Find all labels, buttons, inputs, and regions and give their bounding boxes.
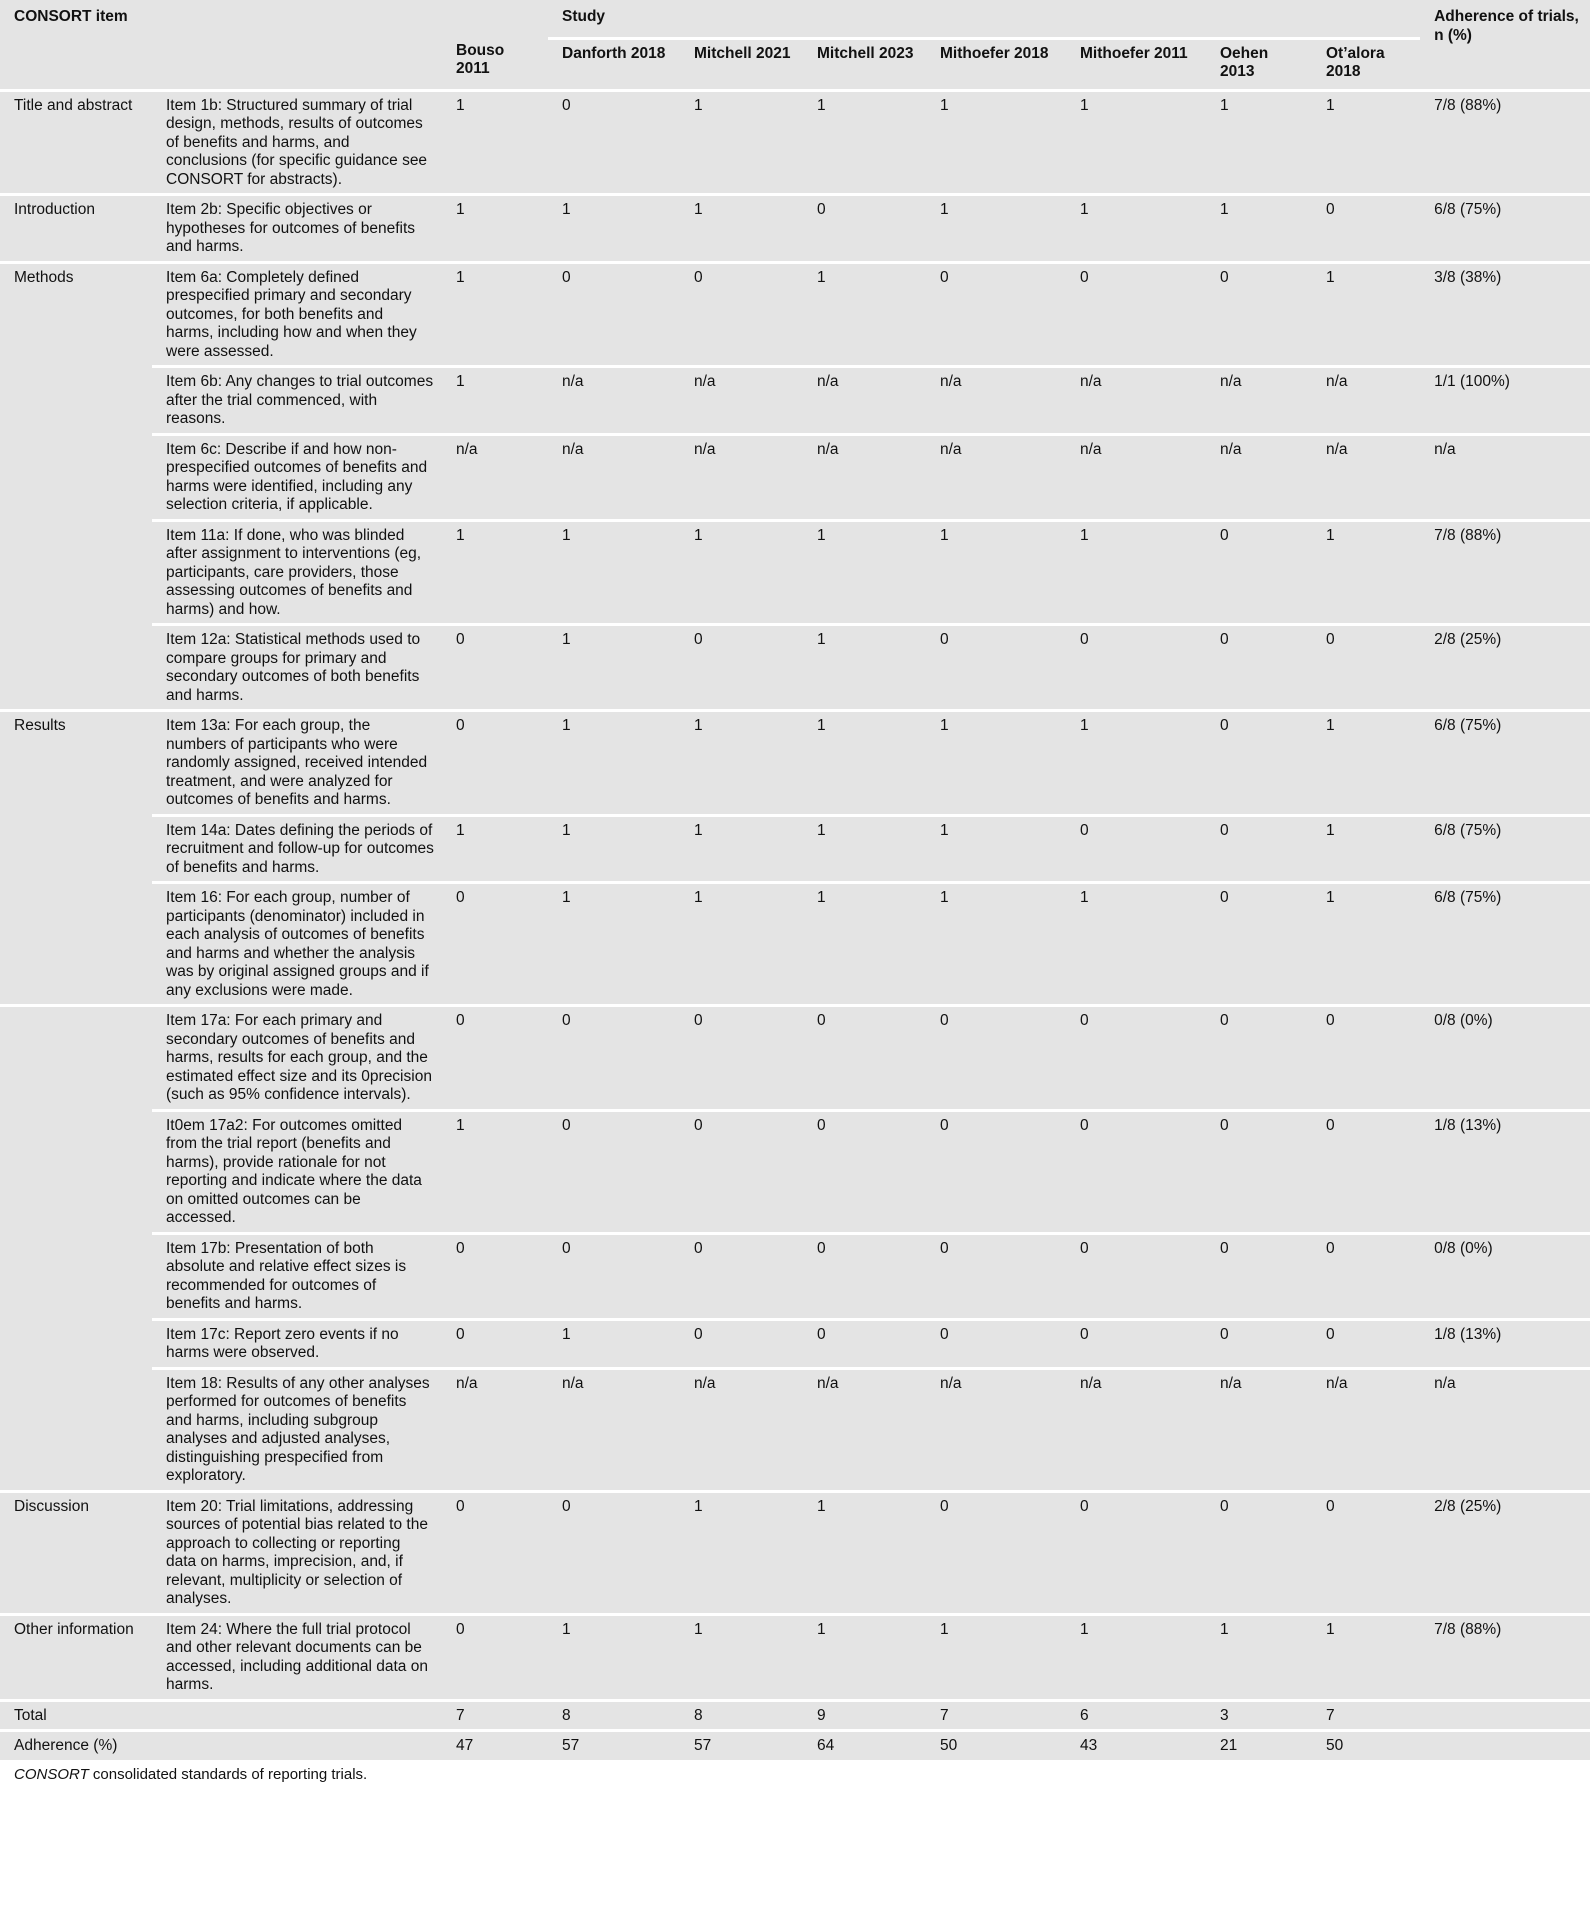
- study-value: 0: [1312, 1004, 1420, 1109]
- study-value: 0: [926, 623, 1066, 709]
- study-value: n/a: [1066, 433, 1206, 519]
- adherence-value: 6/8 (75%): [1420, 709, 1590, 814]
- study-value: 1: [1312, 261, 1420, 366]
- footnote-abbr: CONSORT: [14, 1765, 89, 1783]
- study-value: 1: [926, 814, 1066, 882]
- adherence-pct-row-value: 57: [680, 1729, 803, 1760]
- study-value: 0: [680, 1232, 803, 1318]
- study-value: 1: [1312, 709, 1420, 814]
- header-spacer: [442, 0, 548, 37]
- section-label: Introduction: [0, 193, 152, 261]
- study-value: 0: [1206, 261, 1312, 366]
- study-value: 0: [548, 261, 680, 366]
- study-value: 0: [442, 1613, 548, 1699]
- adherence-value: 1/8 (13%): [1420, 1318, 1590, 1367]
- study-value: 1: [1066, 709, 1206, 814]
- study-value: 1: [442, 1109, 548, 1232]
- study-value: 1: [548, 193, 680, 261]
- study-value: 0: [1206, 1490, 1312, 1613]
- study-value: n/a: [442, 433, 548, 519]
- study-value: 1: [548, 1613, 680, 1699]
- adherence-value: 6/8 (75%): [1420, 881, 1590, 1004]
- item-description: Item 20: Trial limitations, addressing sources of potential bias related to the approach to collecting or reporting data on harms, imprecision, and, if relevant, multiplicity or selection of analyses.: [152, 1490, 442, 1613]
- section-label: [0, 623, 152, 709]
- study-value: n/a: [680, 433, 803, 519]
- study-value: 0: [926, 1490, 1066, 1613]
- section-label: Other information: [0, 1613, 152, 1699]
- section-label: Results: [0, 709, 152, 814]
- study-value: n/a: [1312, 433, 1420, 519]
- study-value: 0: [680, 623, 803, 709]
- study-value: 1: [680, 1613, 803, 1699]
- item-description: Item 17c: Report zero events if no harms were observed.: [152, 1318, 442, 1367]
- study-value: 1: [803, 881, 926, 1004]
- total-row-value: 8: [548, 1699, 680, 1730]
- header-blank: [0, 37, 442, 89]
- study-value: 1: [1206, 1613, 1312, 1699]
- study-value: 0: [803, 193, 926, 261]
- adherence-value: 7/8 (88%): [1420, 89, 1590, 194]
- item-description: Item 14a: Dates defining the periods of recruitment and follow-up for outcomes of benefits and harms.: [152, 814, 442, 882]
- study-value: 0: [1312, 1232, 1420, 1318]
- header-study-1: Danforth 2018: [548, 37, 680, 89]
- adherence-pct-row-value: 64: [803, 1729, 926, 1760]
- item-description: Item 17a: For each primary and secondary outcomes of benefits and harms, results for each group, and the estimated effect size and its 0precision (such as 95% confidence intervals).: [152, 1004, 442, 1109]
- study-value: 1: [442, 261, 548, 366]
- total-row-value: 7: [1312, 1699, 1420, 1730]
- study-value: 0: [803, 1232, 926, 1318]
- table-row: [0, 623, 1590, 709]
- study-value: n/a: [803, 1367, 926, 1490]
- adherence-value: 1/8 (13%): [1420, 1109, 1590, 1232]
- study-value: 0: [442, 1004, 548, 1109]
- study-value: 0: [1206, 1232, 1312, 1318]
- study-value: 1: [926, 709, 1066, 814]
- adherence-pct-row-value: 50: [1312, 1729, 1420, 1760]
- study-value: 0: [1066, 1004, 1206, 1109]
- study-value: 1: [680, 814, 803, 882]
- adherence-value: 7/8 (88%): [1420, 1613, 1590, 1699]
- study-value: 0: [548, 1004, 680, 1109]
- study-value: 1: [926, 519, 1066, 624]
- study-value: 1: [803, 1490, 926, 1613]
- adherence-value: 3/8 (38%): [1420, 261, 1590, 366]
- study-value: 0: [442, 1232, 548, 1318]
- study-value: 1: [1066, 193, 1206, 261]
- study-value: n/a: [680, 365, 803, 433]
- study-value: n/a: [548, 365, 680, 433]
- study-value: 0: [1312, 193, 1420, 261]
- section-label: Title and abstract: [0, 89, 152, 194]
- study-value: 1: [680, 89, 803, 194]
- study-value: 0: [1066, 1232, 1206, 1318]
- header-consort-item: CONSORT item: [0, 0, 442, 37]
- footnote-text: consolidated standards of reporting trials.: [88, 1765, 368, 1783]
- table-footnote: [0, 1760, 1590, 1789]
- study-value: 0: [1206, 1109, 1312, 1232]
- study-value: n/a: [926, 433, 1066, 519]
- study-value: n/a: [442, 1367, 548, 1490]
- study-value: 1: [803, 519, 926, 624]
- adherence-value: n/a: [1420, 1367, 1590, 1490]
- item-description: Item 16: For each group, number of participants (denominator) included in each analysis of outcomes of benefits and harms and whether the analysis was by original assigned groups and if any exclusions were made.: [152, 881, 442, 1004]
- total-row-value: 9: [803, 1699, 926, 1730]
- study-value: 1: [680, 709, 803, 814]
- study-value: 1: [803, 261, 926, 366]
- study-value: n/a: [680, 1367, 803, 1490]
- study-value: 0: [803, 1004, 926, 1109]
- study-value: 1: [1312, 881, 1420, 1004]
- header-study-2: Mitchell 2021: [680, 37, 803, 89]
- header-study-7: Ot’alora 2018: [1312, 37, 1420, 89]
- study-value: 0: [442, 709, 548, 814]
- study-value: 0: [1312, 623, 1420, 709]
- adherence-value: 6/8 (75%): [1420, 193, 1590, 261]
- item-description: Item 11a: If done, who was blinded after assignment to interventions (eg, participants, care providers, those assessing outcomes of benefits and harms) and how.: [152, 519, 442, 624]
- adherence-value: 2/8 (25%): [1420, 1490, 1590, 1613]
- table-row: [0, 89, 1590, 194]
- section-label: [0, 1004, 152, 1109]
- table-row: [0, 193, 1590, 261]
- study-value: 0: [548, 89, 680, 194]
- study-value: 1: [680, 193, 803, 261]
- study-value: 0: [680, 1109, 803, 1232]
- total-row: [0, 1699, 1590, 1730]
- study-value: n/a: [1206, 365, 1312, 433]
- section-label: [0, 881, 152, 1004]
- study-value: n/a: [548, 433, 680, 519]
- total-row-label: Total: [0, 1699, 442, 1730]
- header-study-0: Bouso 2011: [442, 37, 548, 89]
- table-row: [0, 1613, 1590, 1699]
- study-value: 1: [1066, 519, 1206, 624]
- study-value: 1: [548, 881, 680, 1004]
- table-row: [0, 881, 1590, 1004]
- adherence-value: 1/1 (100%): [1420, 365, 1590, 433]
- adherence-pct-row-value: 43: [1066, 1729, 1206, 1760]
- item-description: Item 6a: Completely defined prespecified primary and secondary outcomes, for both benefits and harms, including how and when they were assessed.: [152, 261, 442, 366]
- study-value: 0: [1206, 814, 1312, 882]
- study-value: n/a: [926, 1367, 1066, 1490]
- study-value: 1: [926, 89, 1066, 194]
- header-row-top: [0, 0, 1590, 37]
- study-value: 1: [548, 1318, 680, 1367]
- study-value: 0: [803, 1318, 926, 1367]
- study-value: 0: [803, 1109, 926, 1232]
- table-row: [0, 261, 1590, 366]
- study-value: 1: [1312, 1613, 1420, 1699]
- study-value: 0: [1066, 1318, 1206, 1367]
- study-value: 0: [1066, 623, 1206, 709]
- study-value: n/a: [803, 365, 926, 433]
- study-value: 1: [926, 881, 1066, 1004]
- adherence-value: 2/8 (25%): [1420, 623, 1590, 709]
- study-value: n/a: [1312, 1367, 1420, 1490]
- study-value: 1: [1312, 814, 1420, 882]
- item-description: Item 2b: Specific objectives or hypotheses for outcomes of benefits and harms.: [152, 193, 442, 261]
- study-value: n/a: [1312, 365, 1420, 433]
- study-value: 1: [680, 519, 803, 624]
- study-value: 1: [548, 623, 680, 709]
- study-value: 0: [1066, 814, 1206, 882]
- study-value: 0: [1206, 1318, 1312, 1367]
- header-adherence: Adherence of trials, n (%): [1420, 0, 1590, 89]
- study-value: 1: [442, 89, 548, 194]
- table-row: [0, 1004, 1590, 1109]
- study-value: 1: [442, 365, 548, 433]
- study-value: 0: [1066, 1490, 1206, 1613]
- study-value: 1: [926, 1613, 1066, 1699]
- header-study-3: Mitchell 2023: [803, 37, 926, 89]
- study-value: 1: [1066, 881, 1206, 1004]
- study-value: 1: [548, 519, 680, 624]
- item-description: Item 17b: Presentation of both absolute and relative effect sizes is recommended for outcomes of benefits and harms.: [152, 1232, 442, 1318]
- empty-cell: [1420, 1699, 1590, 1730]
- study-value: 1: [803, 1613, 926, 1699]
- section-label: [0, 365, 152, 433]
- item-description: Item 6c: Describe if and how non-prespecified outcomes of benefits and harms were identified, including any selection criteria, if applicable.: [152, 433, 442, 519]
- table-row: [0, 1232, 1590, 1318]
- section-label: [0, 1232, 152, 1318]
- item-description: It0em 17a2: For outcomes omitted from the trial report (benefits and harms), provide rationale for not reporting and indicate where the data on omitted outcomes can be accessed.: [152, 1109, 442, 1232]
- adherence-value: 0/8 (0%): [1420, 1232, 1590, 1318]
- study-value: 1: [442, 519, 548, 624]
- item-description: Item 12a: Statistical methods used to compare groups for primary and secondary outcomes of both benefits and harms.: [152, 623, 442, 709]
- table-row: [0, 814, 1590, 882]
- adherence-pct-row-value: 50: [926, 1729, 1066, 1760]
- study-value: 1: [680, 1490, 803, 1613]
- total-row-value: 6: [1066, 1699, 1206, 1730]
- study-value: 1: [926, 193, 1066, 261]
- section-label: [0, 519, 152, 624]
- adherence-pct-row-value: 57: [548, 1729, 680, 1760]
- study-value: n/a: [1206, 433, 1312, 519]
- header-study: Study: [548, 0, 1420, 37]
- total-row-value: 7: [926, 1699, 1066, 1730]
- study-value: n/a: [803, 433, 926, 519]
- study-value: 0: [442, 1490, 548, 1613]
- study-value: 0: [1066, 1109, 1206, 1232]
- study-value: 0: [926, 1004, 1066, 1109]
- section-label: [0, 433, 152, 519]
- study-value: 1: [1066, 89, 1206, 194]
- section-label: [0, 814, 152, 882]
- study-value: 0: [1312, 1318, 1420, 1367]
- study-value: 1: [680, 881, 803, 1004]
- study-value: 0: [1066, 261, 1206, 366]
- study-value: 1: [803, 709, 926, 814]
- study-value: n/a: [926, 365, 1066, 433]
- header-study-4: Mithoefer 2018: [926, 37, 1066, 89]
- study-value: n/a: [548, 1367, 680, 1490]
- adherence-value: 0/8 (0%): [1420, 1004, 1590, 1109]
- total-row-value: 7: [442, 1699, 548, 1730]
- adherence-pct-row-label: Adherence (%): [0, 1729, 442, 1760]
- table-row: [0, 1318, 1590, 1367]
- adherence-pct-row-value: 47: [442, 1729, 548, 1760]
- study-value: 0: [926, 1318, 1066, 1367]
- study-value: 0: [548, 1109, 680, 1232]
- section-label: Methods: [0, 261, 152, 366]
- study-value: 0: [442, 1318, 548, 1367]
- adherence-pct-row: [0, 1729, 1590, 1760]
- study-value: 0: [926, 261, 1066, 366]
- table-row: [0, 519, 1590, 624]
- table-row: [0, 433, 1590, 519]
- study-value: 0: [1206, 1004, 1312, 1109]
- item-description: Item 1b: Structured summary of trial design, methods, results of outcomes of benefits and harms, and conclusions (for specific guidance see CONSORT for abstracts).: [152, 89, 442, 194]
- study-value: 0: [1206, 623, 1312, 709]
- study-value: n/a: [1066, 1367, 1206, 1490]
- empty-cell: [1420, 1729, 1590, 1760]
- header-study-6: Oehen 2013: [1206, 37, 1312, 89]
- total-row-value: 8: [680, 1699, 803, 1730]
- table-row: [0, 365, 1590, 433]
- study-value: 0: [680, 1004, 803, 1109]
- study-value: 1: [1206, 193, 1312, 261]
- study-value: 0: [680, 261, 803, 366]
- item-description: Item 24: Where the full trial protocol and other relevant documents can be accessed, including additional data on harms.: [152, 1613, 442, 1699]
- study-value: 0: [926, 1109, 1066, 1232]
- study-value: 0: [1206, 709, 1312, 814]
- header-row-studies: [0, 37, 1590, 89]
- study-value: 1: [1312, 89, 1420, 194]
- item-description: Item 6b: Any changes to trial outcomes after the trial commenced, with reasons.: [152, 365, 442, 433]
- study-value: 0: [680, 1318, 803, 1367]
- study-value: 0: [442, 881, 548, 1004]
- study-value: 1: [442, 193, 548, 261]
- study-value: 0: [926, 1232, 1066, 1318]
- section-label: [0, 1109, 152, 1232]
- study-value: 0: [1206, 881, 1312, 1004]
- table-row: [0, 1367, 1590, 1490]
- total-row-value: 3: [1206, 1699, 1312, 1730]
- study-value: 0: [548, 1490, 680, 1613]
- study-value: 1: [803, 814, 926, 882]
- adherence-value: 7/8 (88%): [1420, 519, 1590, 624]
- table-row: [0, 1490, 1590, 1613]
- study-value: 1: [442, 814, 548, 882]
- header-study-5: Mithoefer 2011: [1066, 37, 1206, 89]
- study-value: 0: [1312, 1490, 1420, 1613]
- study-value: 0: [1206, 519, 1312, 624]
- study-value: 0: [548, 1232, 680, 1318]
- table-row: [0, 709, 1590, 814]
- study-value: 1: [1066, 1613, 1206, 1699]
- study-value: n/a: [1066, 365, 1206, 433]
- section-label: Discussion: [0, 1490, 152, 1613]
- study-value: 0: [1312, 1109, 1420, 1232]
- study-value: 1: [803, 89, 926, 194]
- item-description: Item 18: Results of any other analyses performed for outcomes of benefits and harms, including subgroup analyses and adjusted analyses, distinguishing prespecified from exploratory.: [152, 1367, 442, 1490]
- table-body: [0, 89, 1590, 1760]
- adherence-value: n/a: [1420, 433, 1590, 519]
- study-value: 1: [803, 623, 926, 709]
- study-value: 1: [548, 814, 680, 882]
- study-value: 0: [442, 623, 548, 709]
- section-label: [0, 1367, 152, 1490]
- table-row: [0, 1109, 1590, 1232]
- study-value: 1: [548, 709, 680, 814]
- item-description: Item 13a: For each group, the numbers of participants who were randomly assigned, received intended treatment, and were analyzed for outcomes of benefits and harms.: [152, 709, 442, 814]
- study-value: n/a: [1206, 1367, 1312, 1490]
- section-label: [0, 1318, 152, 1367]
- study-value: 1: [1206, 89, 1312, 194]
- adherence-value: 6/8 (75%): [1420, 814, 1590, 882]
- study-value: 1: [1312, 519, 1420, 624]
- adherence-pct-row-value: 21: [1206, 1729, 1312, 1760]
